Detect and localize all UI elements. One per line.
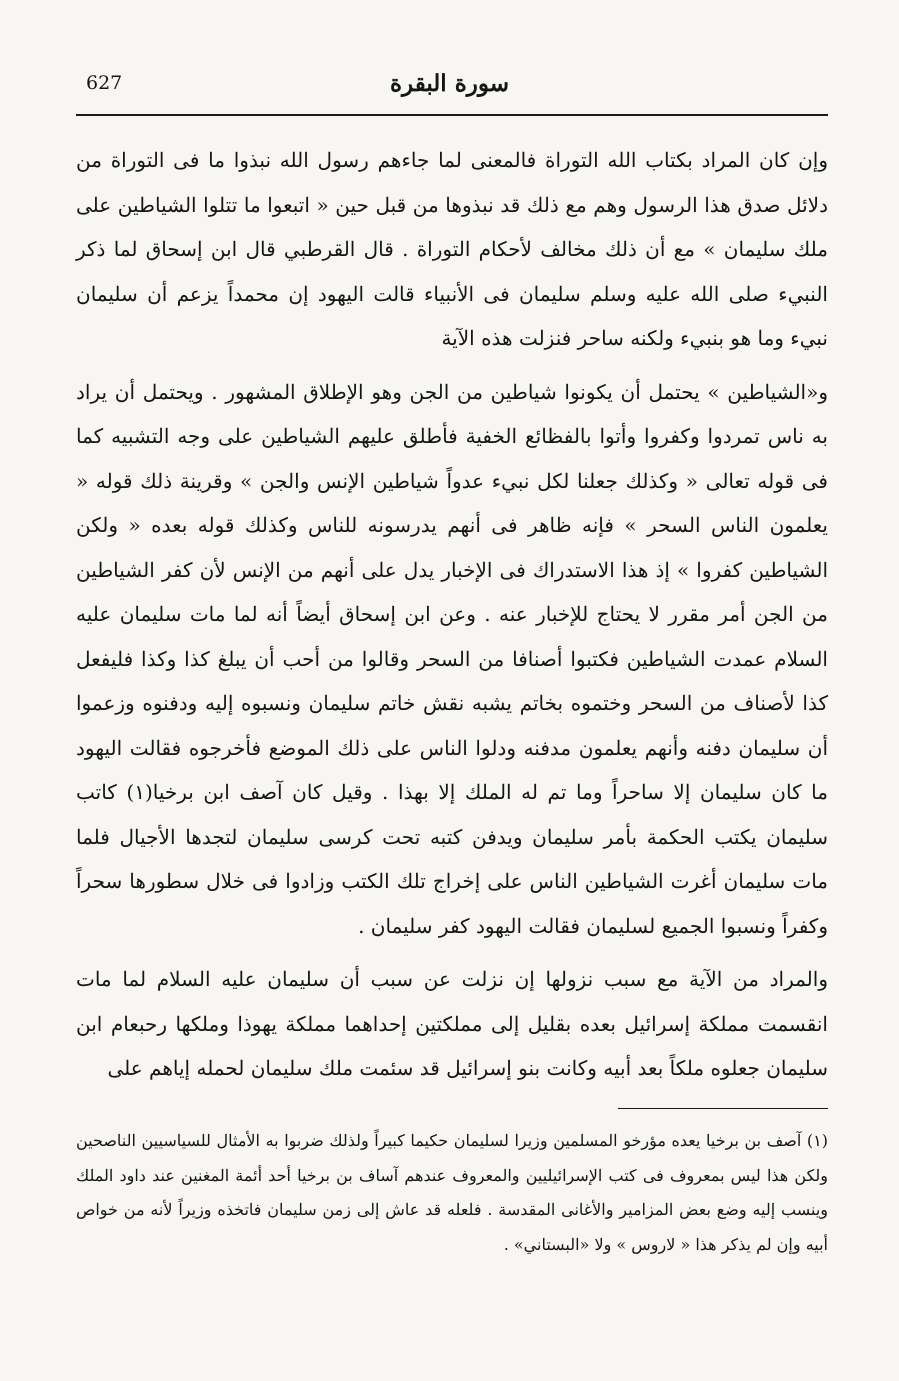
footnote-rule: [618, 1108, 828, 1109]
paragraph: وإن كان المراد بكتاب الله التوراة فالمعنى لما جاءهم رسول الله نبذوا ما فى التوراة من دلائل صدق هذا الرسول وهم مع ذلك قد نبذوها من قبل حين « اتبعوا ما تتلوا الشياطين على ملك سليمان » مع أن ذلك مخالف لأحكام التوراة . قال القرطبي قال ابن إسحاق لما ذكر النبيء صلى الله عليه وسلم سليمان فى الأنبياء قالت اليهود إن محمداً يزعم أن سليمان نبيء وما هو بنبيء ولكنه ساحر فنزلت هذه الآية: [76, 148, 828, 350]
running-title: سورة البقرة: [389, 70, 510, 97]
body-text: [76, 138, 828, 1091]
page-number: 627: [86, 72, 123, 94]
paragraph: و«الشياطين » يحتمل أن يكونوا شياطين من الجن وهو الإطلاق المشهور . ويحتمل أن يراد به ناس تمردوا وكفروا وأتوا بالفظائع الخفية فأطلق عليهم الشياطين على وجه التشبيه كما فى قوله تعالى « وكذلك جعلنا لكل نبيء عدواً شياطين الإنس والجن » وقرينة ذلك قوله « يعلمون الناس السحر » فإنه ظاهر فى أنهم يدرسونه للناس وكذلك قوله بعده « ولكن الشياطين كفروا » إذ هذا الاستدراك فى الإخبار يدل على أنهم من الإنس لأن كفر الشياطين من الجن أمر مقرر لا يحتاج للإخبار عنه . وعن ابن إسحاق أيضاً أنه لما مات سليمان عليه السلام عمدت الشياطين فكتبوا أصنافا من السحر وقالوا من أحب أن يبلغ كذا وكذا فليفعل كذا لأصناف من السحر وختموه بخاتم يشبه نقش خاتم سليمان ونسبوه إليه ودفنوه وزعموا أن سليمان دفنه وأنهم يعلمون مدفنه ودلوا الناس على ذلك الموضع فأخرجوه فقالت اليهود ما كان سليمان إلا ساحراً وما تم له الملك إلا بهذا . وقيل كان آصف ابن برخيا(١) كاتب سليمان يكتب الحكمة بأمر سليمان ويدفن كتبه تحت كرسى سليمان لتجدها الأجيال فلما مات سليمان أغرت الشياطين الناس على إخراج تلك الكتب وزادوا فى خلال سطورها سحراً وكفراً ونسبوا الجميع لسليمان فقالت اليهود كفر سليمان .: [76, 379, 828, 938]
paragraph: والمراد من الآية مع سبب نزولها إن نزلت عن سبب أن سليمان عليه السلام لما مات انقسمت مملكة إسرائيل بعده بقليل إلى مملكتين إحداهما مملكة يهوذا وملكها رحبعام ابن سليمان جعلوه ملكاً بعد أبيه وكانت بنو إسرائيل قد سئمت ملك سليمان لحمله إياهم على: [76, 967, 828, 1080]
header-rule: [76, 114, 828, 116]
footnote: (١) آصف بن برخيا يعده مؤرخو المسلمين وزيرا لسليمان حكيما كبيراً ولذلك ضربوا به الأمثال للسياسيين الناصحين ولكن هذا ليس بمعروف فى كتب الإسرائيليين والمعروف عندهم آساف بن برخيا أحد أئمة المغنين عند داود الملك وينسب إليه وضع بعض المزامير والأغانى المقدسة . فلعله قد عاش إلى زمن سليمان فاتخذه وزيراً لأنه من خواص أبيه وإن لم يذكر هذا « لاروس » ولا «البستاني» .: [76, 1131, 829, 1254]
footnotes: [76, 1124, 828, 1262]
